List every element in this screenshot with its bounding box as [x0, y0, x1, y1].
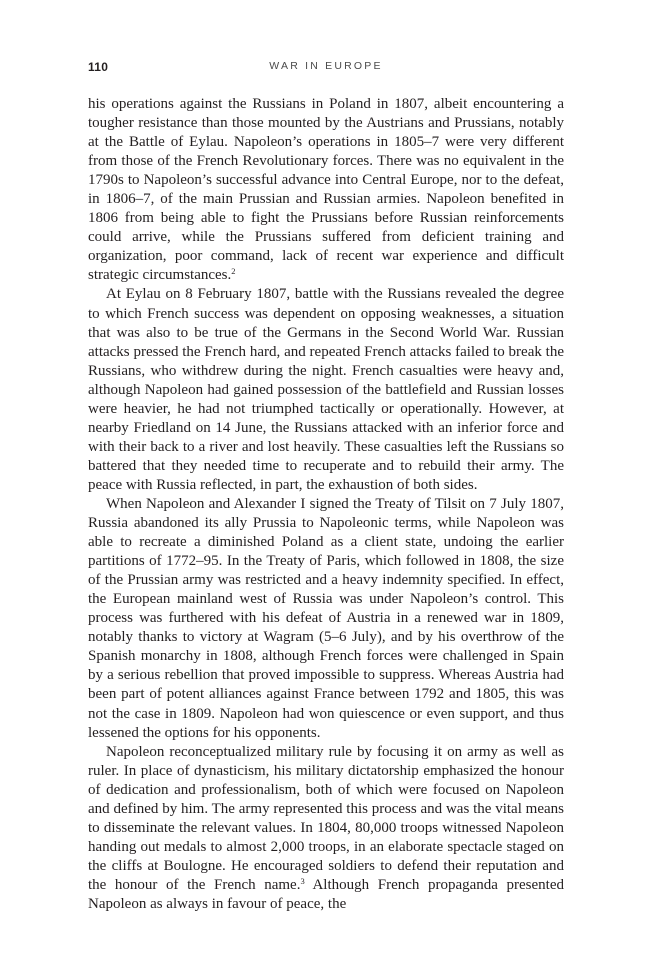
body-text — [88, 95, 564, 914]
page-number: 110 — [88, 60, 109, 74]
paragraph-text: At Eylau on 8 February 1807, battle with the Russians revealed the degree to which French success was dependent on opposing weaknesses, a situation that was also to be true of the Germans in the Second World War. Russian attacks pressed the French hard, and repeated French attacks failed to break the Russians, who withdrew during the night. French casualties were heavy and, although Napoleon had gained possession of the battlefield and Russian losses were heavier, he had not triumphed tactically or operationally. However, at nearby Friedland on 14 June, the Russians attacked with an inferior force and with their back to a river and lost heavily. These casualties left the Russians so battered that they needed time to recuperate and to rebuild their army. The peace with Russia reflected, in part, the exhaustion of both sides. — [88, 286, 564, 493]
paragraph-1 — [88, 95, 564, 285]
page-header — [88, 60, 564, 78]
paragraph-3 — [88, 495, 564, 743]
footnote-marker: 3 — [300, 875, 305, 886]
paragraph-text-continuation: Although French propaganda presented Napoleon as always in favour of peace, the — [88, 876, 565, 912]
footnote-marker: 2 — [231, 266, 236, 277]
paragraph-2 — [88, 285, 564, 495]
paragraph-4 — [88, 743, 564, 914]
running-head: WAR IN EUROPE — [269, 60, 383, 72]
paragraph-text: Napoleon reconceptualized military rule by focusing it on army as well as ruler. In place of dynasticism, his military dictatorship emphasized the honour of dedication and professionalism, both of which were focused on Napoleon and defined by him. The army represented this process and was the vital means to disseminate the relevant values. In 1804, 80,000 troops witnessed Napoleon handing out medals to almost 2,000 troops, in an elaborate spectacle staged on the cliffs at Boulogne. He encouraged soldiers to defend their reputation and the honour of the French name. — [88, 743, 564, 893]
paragraph-text: When Napoleon and Alexander I signed the Treaty of Tilsit on 7 July 1807, Russia abandoned its ally Prussia to Napoleonic terms, while Napoleon was able to recreate a diminished Poland as a client state, undoing the earlier partitions of 1772–95. In the Treaty of Paris, which followed in 1808, the size of the Prussian army was restricted and a heavy indemnity specified. In effect, the European mainland west of Russia was under Napoleon’s control. This process was furthered with his defeat of Austria in a renewed war in 1809, notably thanks to victory at Wagram (5–6 July), and by his overthrow of the Spanish monarchy in 1808, although French forces were challenged in Spain by a serious rebellion that proved impossible to suppress. Whereas Austria had been part of potent alliances against France between 1792 and 1805, this was not the case in 1809. Napoleon had won quiescence or even support, and thus lessened the options for his opponents. — [88, 495, 564, 741]
paragraph-text: his operations against the Russians in Poland in 1807, albeit encountering a tougher resistance than those mounted by the Austrians and Prussians, notably at the Battle of Eylau. Napoleon’s operations in 1805–7 were very different from those of the French Revolutionary forces. There was no equivalent in the 1790s to Napoleon’s successful advance into Central Europe, nor to the defeat, in 1806–7, of the main Prussian and Russian armies. Napoleon benefited in 1806 from being able to fight the Prussians before Russian reinforcements could arrive, while the Prussians suffered from deficient training and organization, poor command, lack of recent war experience and difficult strategic circumstances. — [88, 96, 564, 284]
